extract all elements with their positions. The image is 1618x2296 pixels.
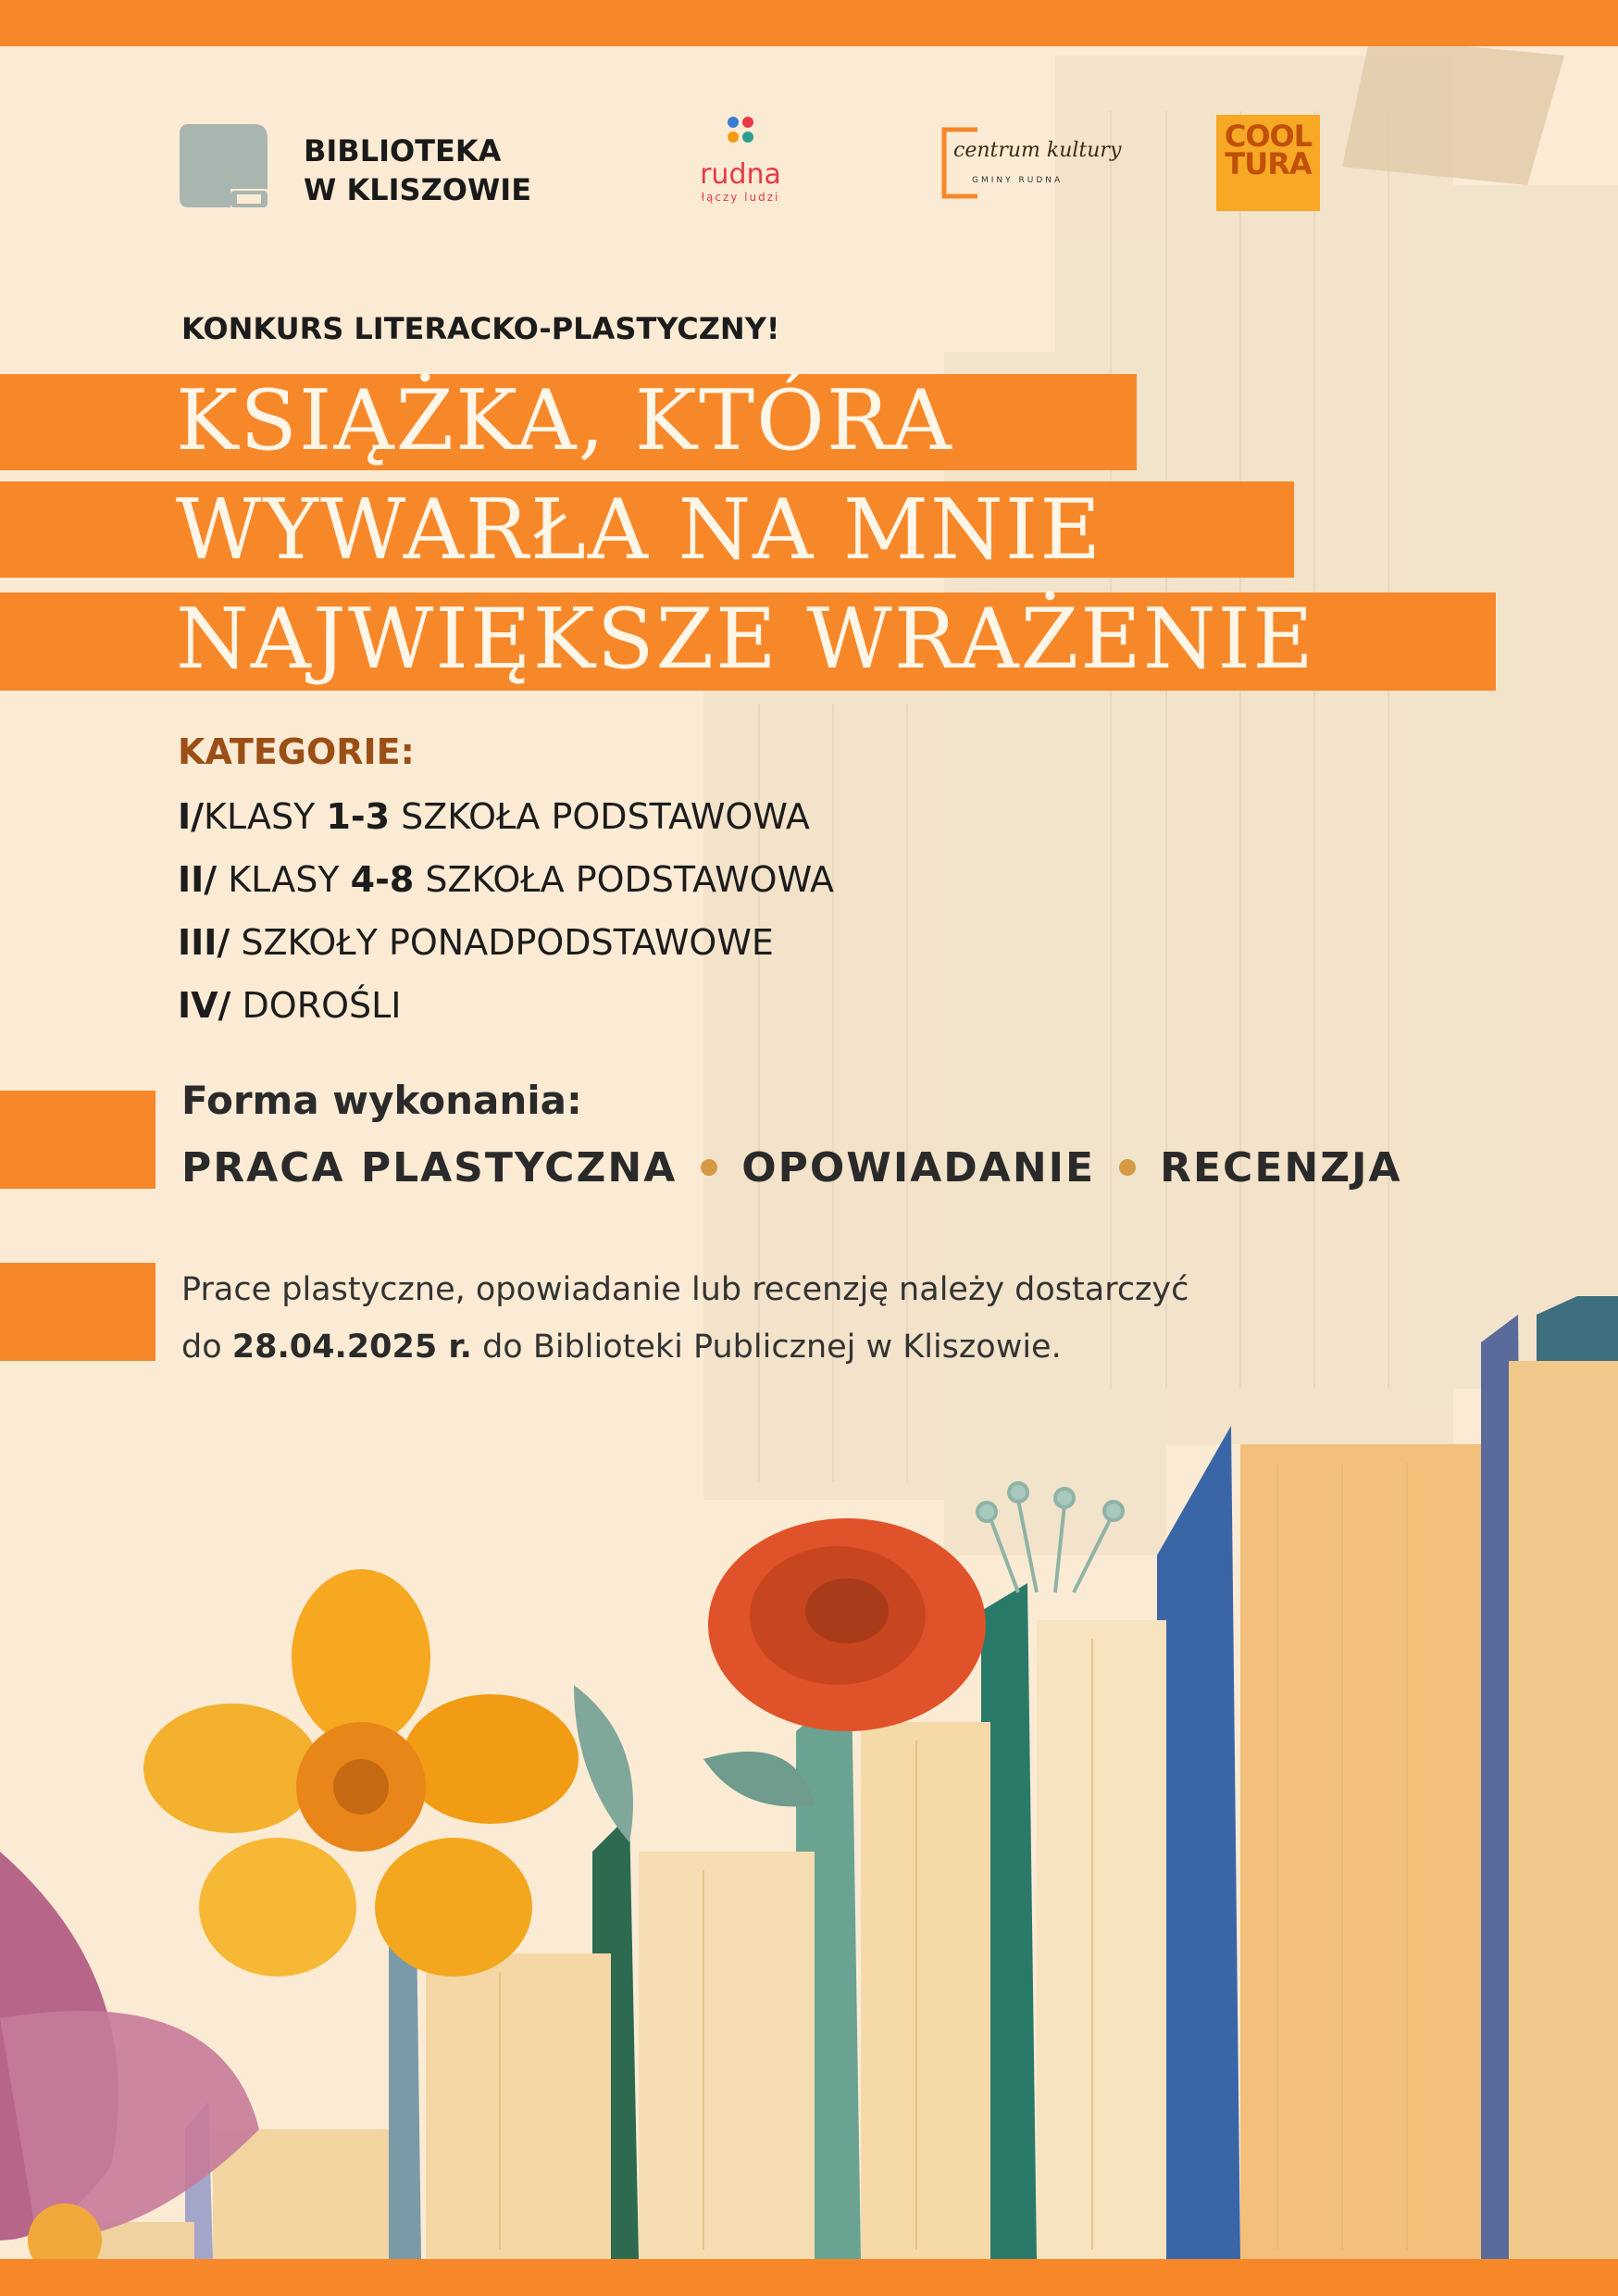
category-item: III/ SZKOŁY PONADPODSTAWOWE bbox=[178, 922, 774, 963]
centrum-kultury-sub: GMINY RUDNA bbox=[972, 176, 1064, 185]
centrum-kultury-frame-icon bbox=[940, 126, 1113, 200]
categories-heading: KATEGORIE: bbox=[178, 731, 415, 772]
cooltura-line2: TURA bbox=[1225, 146, 1312, 181]
centrum-kultury-name: centrum kultury bbox=[953, 139, 1122, 162]
library-name-line2: W KLISZOWIE bbox=[304, 172, 532, 207]
deadline-date: 28.04.2025 r. bbox=[231, 1329, 472, 1366]
info-line-2: do 28.04.2025 r. do Biblioteki Publicznej w Kliszowie. bbox=[181, 1329, 1062, 1366]
side-accent-1 bbox=[0, 1091, 156, 1189]
forma-heading: Forma wykonania: bbox=[181, 1078, 582, 1123]
cooltura-logo bbox=[1216, 115, 1320, 211]
category-item: IV/ DOROŚLI bbox=[178, 985, 402, 1026]
top-accent-bar bbox=[0, 0, 1618, 46]
rudna-tagline: łączy ludzi bbox=[701, 191, 780, 204]
forma-option: OPOWIADANIE bbox=[741, 1144, 1096, 1192]
rudna-name: rudna bbox=[700, 158, 781, 191]
title-line-2: WYWARŁA NA MNIE bbox=[176, 481, 1103, 579]
info-line-1: Prace plastyczne, opowiadanie lub recenzję należy dostarczyć bbox=[181, 1271, 1189, 1308]
forma-option: RECENZJA bbox=[1160, 1144, 1402, 1192]
bullet-dot-icon bbox=[701, 1159, 717, 1176]
rudna-logo bbox=[685, 111, 796, 222]
title-line-1: KSIĄŻKA, KTÓRA bbox=[176, 372, 953, 469]
cooltura-line1: COOL bbox=[1224, 119, 1313, 154]
contest-subtitle: KONKURS LITERACKO-PLASTYCZNY! bbox=[181, 311, 780, 346]
forma-options bbox=[181, 1144, 1402, 1192]
library-name-line1: BIBLIOTEKA bbox=[304, 133, 502, 168]
library-logo-icon bbox=[180, 124, 272, 217]
books-flowers-illustration bbox=[0, 1296, 1618, 2261]
bottom-accent-bar bbox=[0, 2259, 1618, 2296]
title-line-3: NAJWIĘKSZE WRAŻENIE bbox=[176, 591, 1315, 688]
bullet-dot-icon bbox=[1119, 1159, 1136, 1176]
category-item: II/ KLASY 4-8 SZKOŁA PODSTAWOWA bbox=[178, 859, 835, 900]
category-item: I/KLASY 1-3 SZKOŁA PODSTAWOWA bbox=[178, 796, 810, 837]
library-name bbox=[304, 131, 531, 209]
rudna-emblem-icon bbox=[720, 111, 761, 152]
forma-option: PRACA PLASTYCZNA bbox=[181, 1144, 678, 1192]
